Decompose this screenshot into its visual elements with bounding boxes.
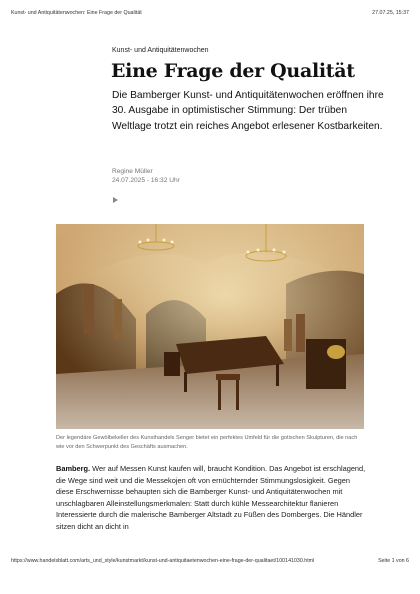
image-caption: Der legendäre Gewölbekeller des Kunsthandels Senger bietet ein perfektes Umfeld für die gotischen Skulpturen, die nach wie vor den Schwerpunkt des Geschäfts ausmachen. xyxy=(56,435,358,450)
article-lead: Die Bamberger Kunst- und Antiquitätenwochen eröffnen ihre 30. Ausgabe in optimistischer Stimmung: Der trüben Weltlage trotzt ein reiches Angebot erlesener Kostbarkeiten. xyxy=(112,90,384,132)
body-text: Wer auf Messen Kunst kaufen will, braucht Kondition. Das Angebot ist erschlagend, die Wege sind weit und die Messekojen oft von ernüchternder Stimmungslosigkeit. Gegen diese Erschwernisse behaupten sich die Bamberger Kunst- und Antiquitätenwochen mit unschlagbaren Alleinstellungsmerkmalen: Statt durch kühle Messearchitektur flanieren Interessierte durch die malerische Bamberger Altstadt zu Füßen des Domberges. Die Händler sitzen dicht an dicht in xyxy=(56,464,366,531)
print-header-datetime: 27.07.25, 15:37 xyxy=(372,10,409,16)
print-footer-page: Seite 1 von 6 xyxy=(378,558,409,564)
print-footer xyxy=(11,558,409,568)
print-header xyxy=(11,10,409,20)
article-headline: Eine Frage der Qualität xyxy=(111,60,355,82)
body-lead-word: Bamberg. xyxy=(56,464,91,473)
print-footer-url: https://www.handelsblatt.com/arts_und_style/kunstmarkt/kunst-und-antiquitaetenwochen-eine-frage-der-qualitaet/100141030.html xyxy=(11,558,315,564)
print-header-title: Kunst- und Antiquitätenwochen: Eine Frage der Qualität xyxy=(11,10,142,16)
article-kicker[interactable]: Kunst- und Antiquitätenwochen xyxy=(112,47,209,54)
article-image xyxy=(56,224,364,429)
article-body xyxy=(56,463,366,533)
article-date: 24.07.2025 - 16:32 Uhr xyxy=(112,177,180,184)
play-icon[interactable] xyxy=(113,197,118,203)
article-author[interactable]: Regine Müller xyxy=(112,168,153,175)
